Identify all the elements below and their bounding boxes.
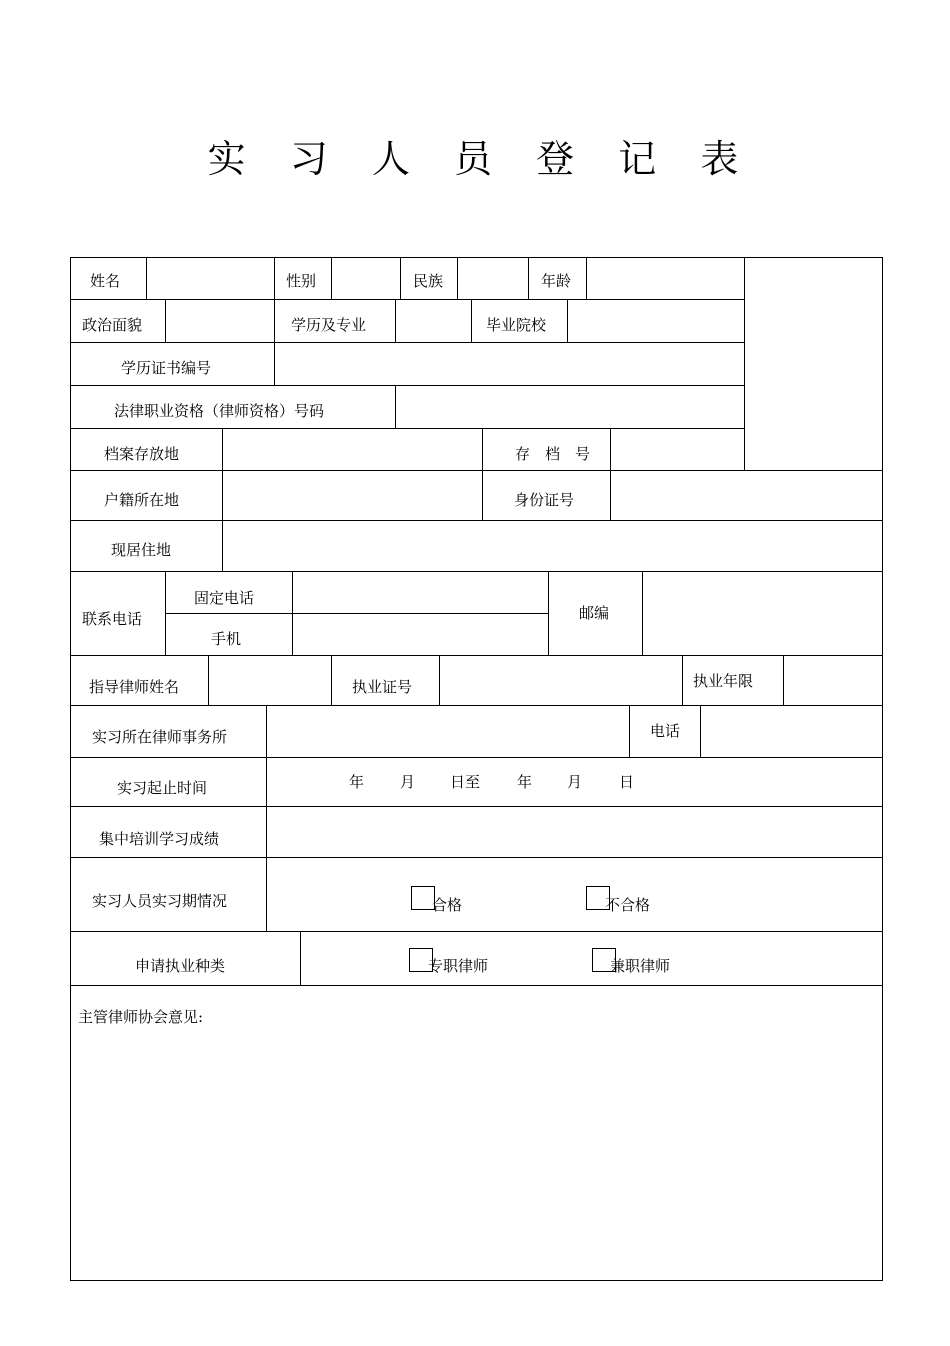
label-education-major: 学历及专业 <box>291 316 367 334</box>
label-school: 毕业院校 <box>486 316 547 334</box>
education-major-field[interactable] <box>396 300 471 342</box>
archive-place-field[interactable] <box>223 429 482 470</box>
row-divider <box>70 985 883 986</box>
label-contact-phone: 联系电话 <box>82 610 143 628</box>
license-no-field[interactable] <box>440 656 682 705</box>
label-ethnicity: 民族 <box>413 272 444 290</box>
period-day-start: 日至 <box>450 773 481 791</box>
label-practice-years: 执业年限 <box>693 672 754 690</box>
title-char: 记 <box>618 137 661 181</box>
label-training-score: 集中培训学习成绩 <box>99 830 220 848</box>
row-divider <box>70 757 883 758</box>
col-divider <box>165 571 166 656</box>
label-period: 实习起止时间 <box>117 779 208 797</box>
id-no-field[interactable] <box>611 471 882 520</box>
col-divider <box>274 257 275 300</box>
landline-field[interactable] <box>293 572 548 613</box>
col-divider <box>548 571 549 656</box>
period-year-end: 年 <box>517 773 533 791</box>
age-field[interactable] <box>587 258 744 299</box>
archive-no-field[interactable] <box>611 429 744 470</box>
label-license-no: 执业证号 <box>352 678 413 696</box>
lawyer-qual-no-field[interactable] <box>396 386 744 428</box>
name-field[interactable] <box>147 258 274 299</box>
label-postcode: 邮编 <box>579 604 610 622</box>
label-firm-phone: 电话 <box>650 722 681 740</box>
col-divider <box>482 428 483 471</box>
label-id-no: 身份证号 <box>514 491 575 509</box>
col-divider <box>331 655 332 706</box>
label-lawyer-qual-no: 法律职业资格（律师资格）号码 <box>114 402 325 420</box>
label-household: 户籍所在地 <box>104 491 180 509</box>
option-fail-label: 不合格 <box>605 896 651 914</box>
col-divider <box>629 705 630 758</box>
col-divider <box>300 931 301 986</box>
diploma-no-field[interactable] <box>275 343 744 385</box>
political-field[interactable] <box>166 300 274 342</box>
row-divider <box>70 931 883 932</box>
title-char: 人 <box>371 137 414 181</box>
col-divider <box>682 655 683 706</box>
title-char: 登 <box>536 137 579 181</box>
firm-phone-field[interactable] <box>701 706 882 757</box>
ethnicity-field[interactable] <box>458 258 528 299</box>
mentor-name-field[interactable] <box>209 656 331 705</box>
label-law-firm: 实习所在律师事务所 <box>92 728 228 746</box>
gender-field[interactable] <box>332 258 400 299</box>
title-char: 员 <box>453 137 496 181</box>
label-landline: 固定电话 <box>194 589 255 607</box>
training-score-field[interactable] <box>267 807 882 857</box>
residence-field[interactable] <box>223 521 882 571</box>
label-mentor-name: 指导律师姓名 <box>89 678 180 696</box>
label-intern-status: 实习人员实习期情况 <box>92 892 228 910</box>
col-divider <box>482 470 483 521</box>
period-year-start: 年 <box>349 773 365 791</box>
label-mobile: 手机 <box>211 630 242 648</box>
label-archive-no: 存 档 号 <box>515 445 591 463</box>
table-border <box>882 257 883 1281</box>
postcode-field[interactable] <box>643 572 882 655</box>
label-political: 政治面貌 <box>82 316 143 334</box>
option-full-time-label: 专职律师 <box>428 957 489 975</box>
label-opinion: 主管律师协会意见: <box>78 1008 204 1026</box>
period-month-end: 月 <box>567 773 583 791</box>
col-divider <box>528 257 529 300</box>
photo-area[interactable] <box>745 258 882 470</box>
period-month-start: 月 <box>400 773 416 791</box>
label-age: 年龄 <box>541 272 572 290</box>
practice-years-field[interactable] <box>784 656 882 705</box>
opinion-field[interactable] <box>71 1030 882 1280</box>
col-divider <box>471 299 472 343</box>
label-name: 姓名 <box>90 272 121 290</box>
label-apply-type: 申请执业种类 <box>135 957 226 975</box>
household-field[interactable] <box>223 471 482 520</box>
option-part-time-label: 兼职律师 <box>610 957 671 975</box>
period-day-end: 日 <box>619 773 635 791</box>
label-gender: 性别 <box>286 272 317 290</box>
label-residence: 现居住地 <box>111 541 172 559</box>
col-divider <box>400 257 401 300</box>
col-divider <box>274 299 275 343</box>
mobile-field[interactable] <box>293 614 548 655</box>
title-char: 表 <box>700 137 743 181</box>
option-pass-label: 合格 <box>432 896 463 914</box>
law-firm-field[interactable] <box>267 706 629 757</box>
table-border <box>70 1280 883 1281</box>
label-diploma-no: 学历证书编号 <box>121 359 212 377</box>
title-char: 习 <box>289 137 332 181</box>
row-divider <box>70 857 883 858</box>
title-char: 实 <box>207 137 250 181</box>
label-archive-place: 档案存放地 <box>104 445 180 463</box>
school-field[interactable] <box>568 300 744 342</box>
